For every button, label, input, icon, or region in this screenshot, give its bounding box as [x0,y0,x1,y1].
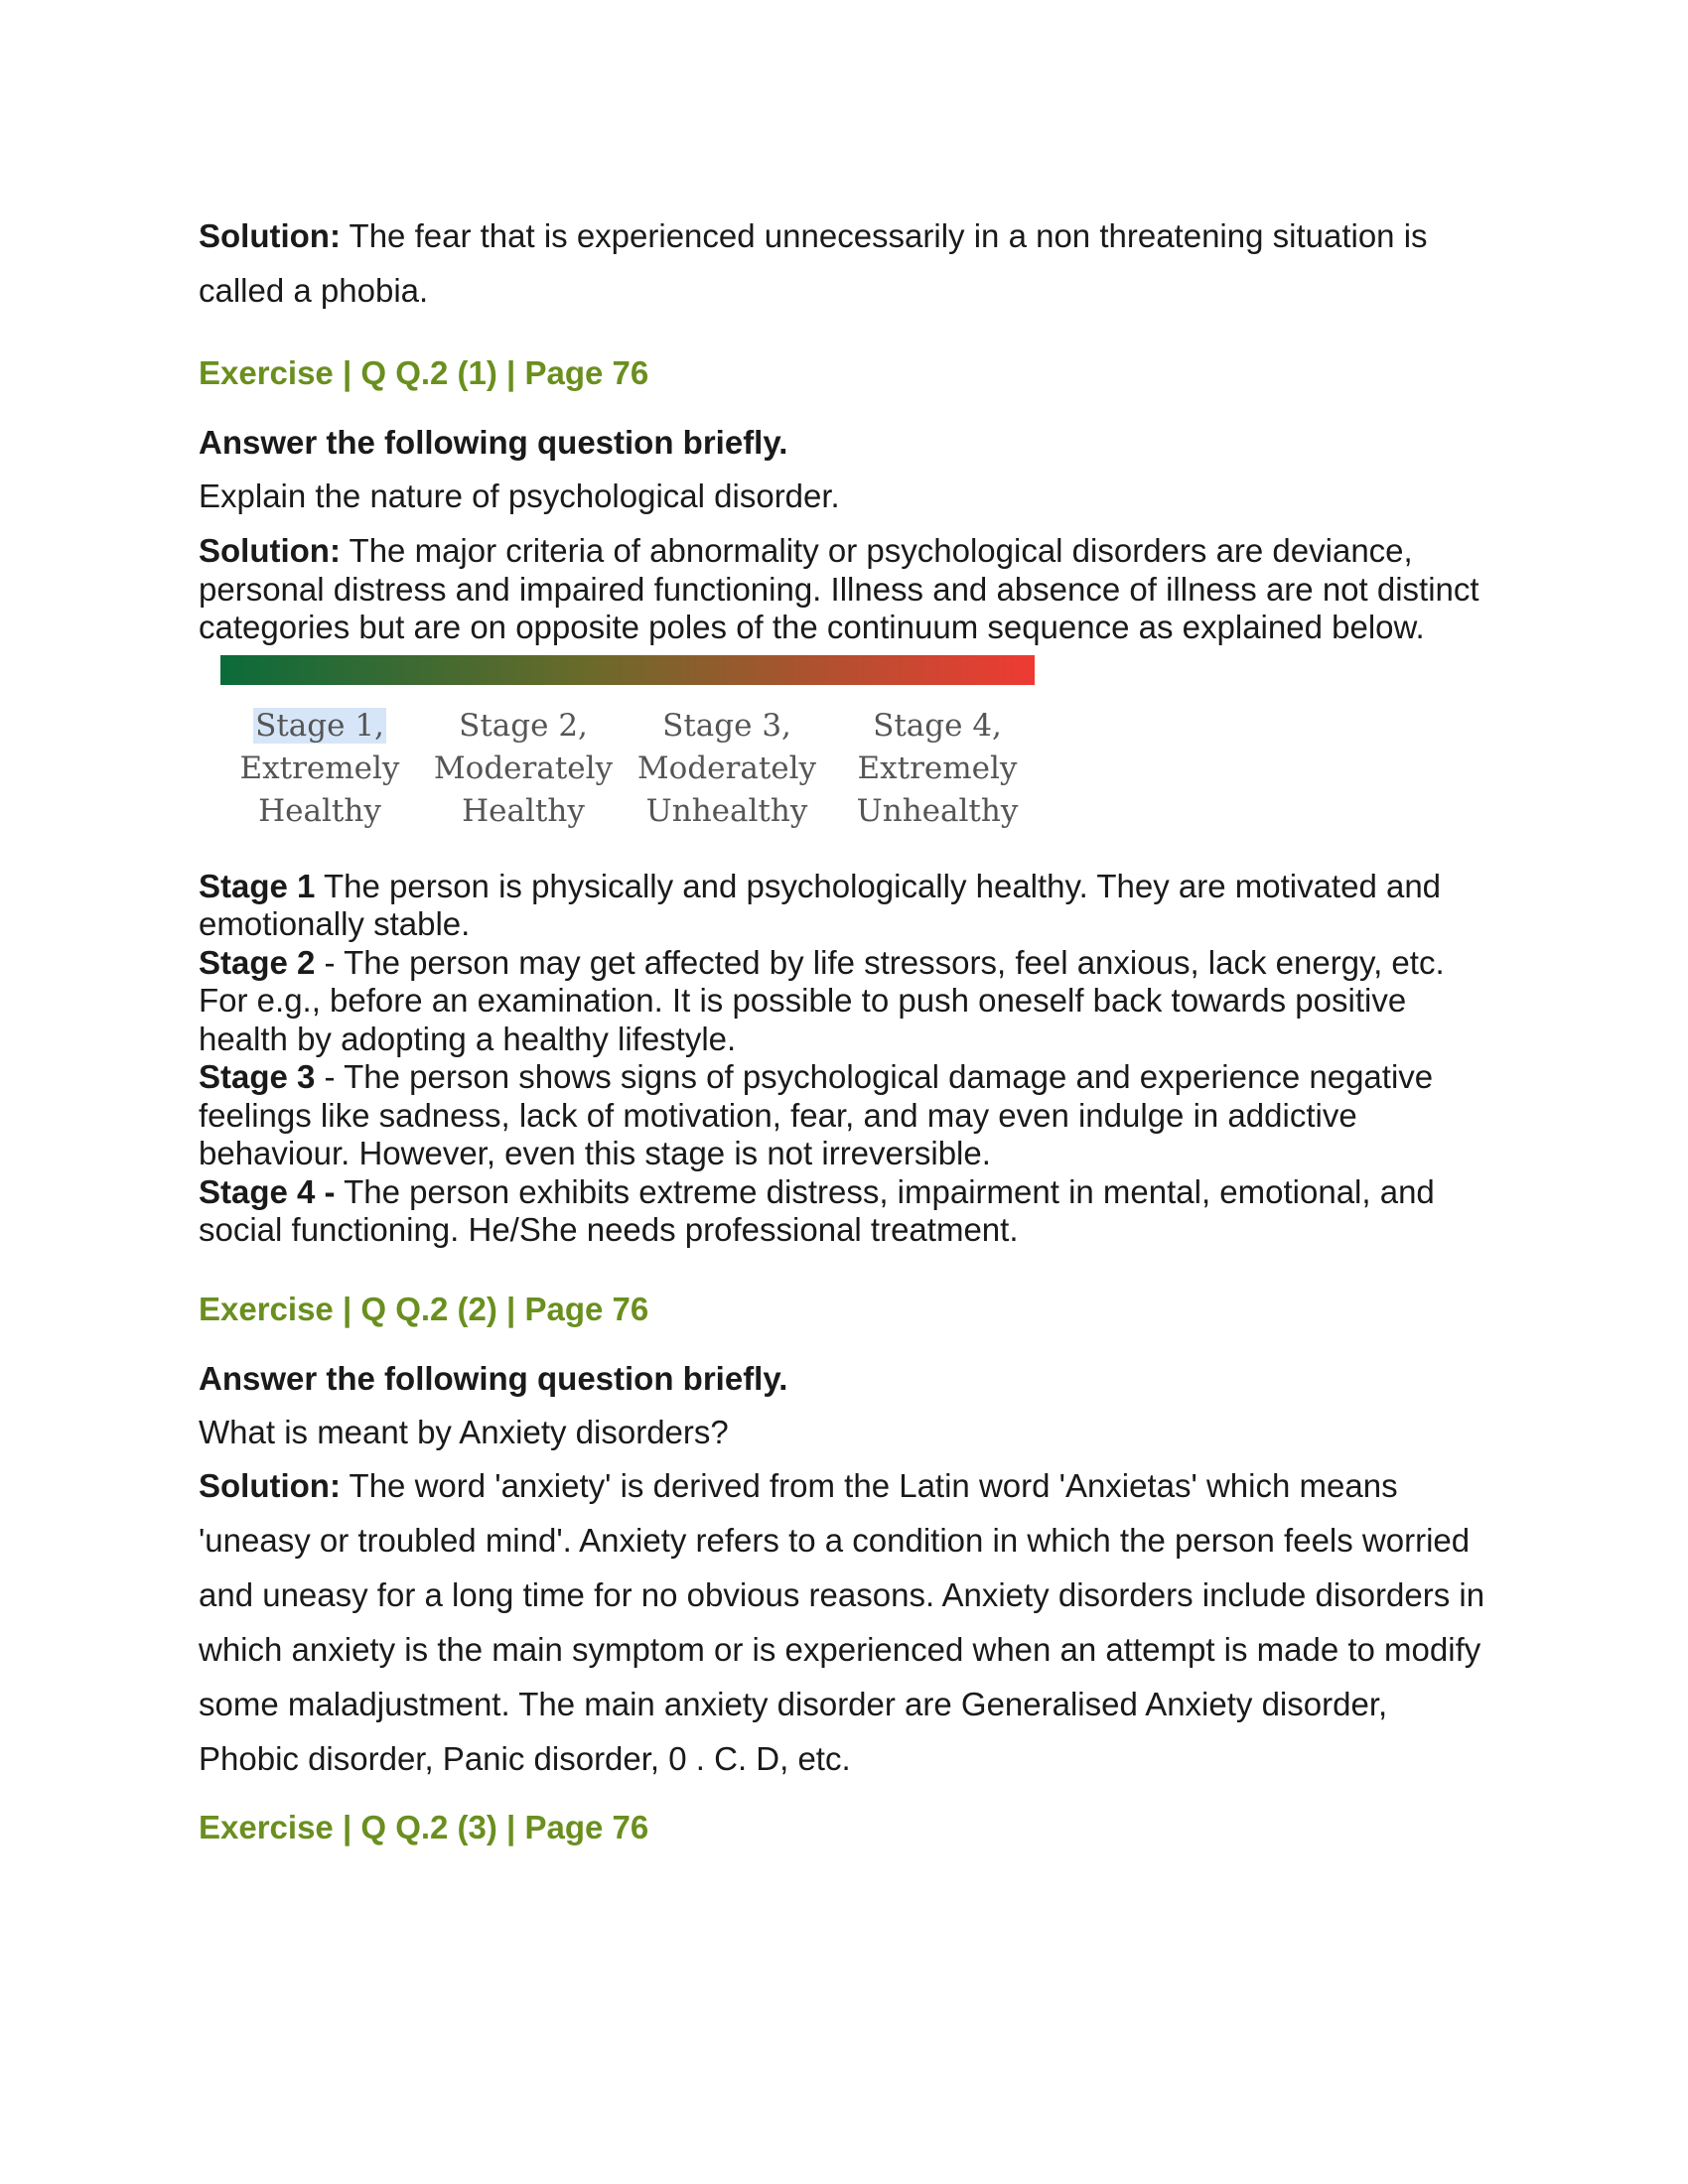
stage-4-label: Stage 4 - [199,1172,336,1210]
question-text: Explain the nature of psychological disorder. [199,478,840,514]
stage-4-text: The person exhibits extreme distress, impairment in mental, emotional, and social functioning. He/She needs professional treatment. [199,1172,1435,1248]
stage-label-1-title: Stage 1, [255,707,384,744]
stage-2-description [199,944,1489,1059]
stage-3-label: Stage 3 [199,1058,316,1095]
stage-label-1 [220,705,419,833]
stage-2-text: - The person may get affected by life stressors, feel anxious, lack energy, etc. For e.g., before an examination. It is possible to push oneself back towards positive health by adopting a healthy lifestyle. [199,943,1445,1057]
exercise-heading-3: Exercise | Q Q.2 (3) | Page 76 [199,1808,649,1845]
stage-1-description [199,868,1489,944]
stage-label-2-degree: Moderately [433,750,614,786]
stage-label-3-state: Unhealthy [645,792,808,829]
stage-label-2 [424,705,623,833]
continuum-figure [220,655,1045,854]
stage-1-label: Stage 1 [199,867,316,904]
exercise-heading-2: Exercise | Q Q.2 (2) | Page 76 [199,1290,649,1327]
page-content [199,208,1489,1847]
stage-label-1-state: Healthy [258,792,381,829]
solution-text: The major criteria of abnormality or psychological disorders are deviance, personal distress and impaired functioning. Illness and absence of illness are not distinct categories but are on opposite poles of the continuum sequence as explained below. [199,532,1479,645]
question-text: What is meant by Anxiety disorders? [199,1413,729,1450]
solution-phobia [199,208,1489,318]
stage-label-3-degree: Moderately [636,750,817,786]
stage-label-1-degree: Extremely [239,750,400,786]
solution-label: Solution: [199,217,341,254]
stage-3-description [199,1058,1489,1173]
stage-label-4-state: Unhealthy [856,792,1019,829]
solution-anxiety-disorders [199,1458,1489,1786]
solution-label: Solution: [199,1466,341,1504]
stage-4-description [199,1173,1489,1250]
stage-label-4-degree: Extremely [857,750,1018,786]
solution-text: The word 'anxiety' is derived from the Latin word 'Anxietas' which means 'uneasy or troubled mind'. Anxiety refers to a condition in which the person feels worried and uneasy for a long time for no obvious reasons. Anxiety disorders include disorders in which anxiety is the main symptom or is experienced when an attempt is made to modify some maladjustment. The main anxiety disorder are Generalised Anxiety disorder, Phobic disorder, Panic disorder, 0 . C. D, etc. [199,1466,1485,1777]
solution-text: The fear that is experienced unnecessarily in a non threatening situation is called a phobia. [199,217,1428,309]
question-instruction: Answer the following question briefly. [199,424,788,461]
stage-label-2-title: Stage 2, [459,707,588,744]
exercise-heading-1: Exercise | Q Q.2 (1) | Page 76 [199,354,649,391]
stage-label-3 [628,705,826,833]
stage-label-2-state: Healthy [462,792,585,829]
stage-label-4 [838,705,1037,833]
stage-label-3-title: Stage 3, [662,707,791,744]
stage-2-label: Stage 2 [199,943,316,981]
solution-psychological-disorder [199,532,1489,647]
stage-3-text: - The person shows signs of psychological damage and experience negative feelings like sadness, lack of motivation, fear, and may even indulge in addictive behaviour. However, even this stage is not irreversible. [199,1058,1434,1171]
stage-labels [220,705,1045,844]
solution-label: Solution: [199,532,341,569]
health-continuum-bar [220,655,1035,685]
question-instruction: Answer the following question briefly. [199,1359,788,1397]
stage-1-text: The person is physically and psychologically healthy. They are motivated and emotionally stable. [199,867,1442,942]
stage-label-4-title: Stage 4, [873,707,1002,744]
